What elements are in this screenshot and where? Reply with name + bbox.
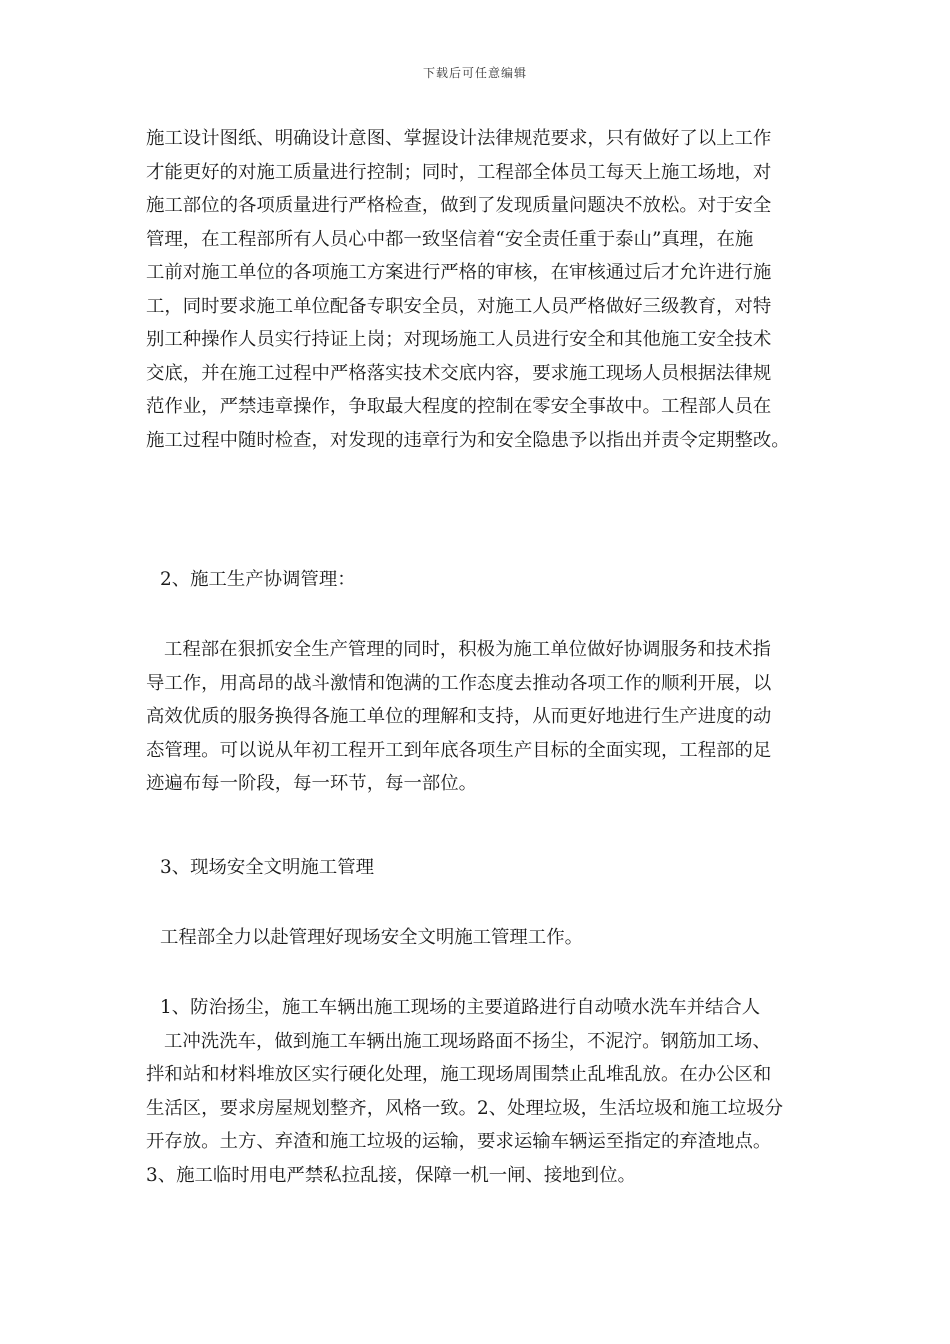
text-line: 导工作，用高昂的战斗激情和饱满的工作态度去推动各项工作的顺利开展，以: [146, 672, 772, 694]
paragraph-quality-safety: [146, 122, 826, 457]
text-line: 3、施工临时用电严禁私拉乱接，保障一机一闸、接地到位。: [146, 1164, 636, 1186]
text-line: 范作业，严禁违章操作，争取最大程度的控制在零安全事故中。工程部人员在: [146, 396, 772, 417]
text-line: 工，同时要求施工单位配备专职安全员，对施工人员严格做好三级教育，对特: [146, 295, 772, 317]
text-line: 工程部在狠抓安全生产管理的同时，积极为施工单位做好协调服务和技术指: [164, 639, 771, 660]
text-line: 1、防治扬尘，施工车辆出施工现场的主要道路进行自动喷水洗车并结合人: [160, 997, 761, 1018]
paragraph-civilized-intro: [160, 921, 840, 955]
text-line: 施工过程中随时检查，对发现的违章行为和安全隐患予以指出并责令定期整改。: [146, 429, 790, 451]
paragraph-measures: [146, 991, 826, 1192]
text-line: 工前对施工单位的各项施工方案进行严格的审核，在审核通过后才允许进行施: [146, 262, 772, 283]
text-line: 迹遍布每一阶段，每一环节，每一部位。: [146, 773, 478, 794]
text-line: 态管理。可以说从年初工程开工到年底各项生产目标的全面实现，工程部的足: [146, 739, 772, 761]
text-line: 工程部全力以赴管理好现场安全文明施工管理工作。: [160, 927, 583, 948]
section-heading-2: [160, 563, 840, 597]
text-line: 工冲洗洗车，做到施工车辆出施工现场路面不扬尘，不泥泞。钢筋加工场、: [164, 1030, 771, 1052]
heading-text: 3、现场安全文明施工管理: [160, 857, 374, 878]
heading-text: 2、施工生产协调管理：: [160, 569, 356, 590]
text-line: 交底，并在施工过程中严格落实技术交底内容，要求施工现场人员根据法律规: [146, 362, 772, 384]
text-line: 施工设计图纸、明确设计意图、掌握设计法律规范要求，只有做好了以上工作: [146, 128, 772, 149]
section-heading-3: [160, 851, 840, 885]
paragraph-coordination: [146, 633, 826, 801]
text-line: 施工部位的各项质量进行严格检查，做到了发现质量问题决不放松。对于安全: [146, 195, 772, 216]
text-line: 生活区，要求房屋规划整齐，风格一致。2、处理垃圾，生活垃圾和施工垃圾分: [146, 1097, 783, 1119]
text-line: 开存放。土方、弃渣和施工垃圾的运输，要求运输车辆运至指定的弃渣地点。: [146, 1131, 772, 1152]
text-line: 别工种操作人员实行持证上岗；对现场施工人员进行安全和其他施工安全技术: [146, 329, 772, 350]
text-line: 才能更好的对施工质量进行控制；同时，工程部全体员工每天上施工场地，对: [146, 161, 772, 183]
text-line: 拌和站和材料堆放区实行硬化处理，施工现场周围禁止乱堆乱放。在办公区和: [146, 1064, 772, 1085]
text-line: 管理，在工程部所有人员心中都一致坚信着“安全责任重于泰山”真理，在施: [146, 228, 754, 250]
text-line: 高效优质的服务换得各施工单位的理解和支持，从而更好地进行生产进度的动: [146, 706, 772, 727]
page-header: 下载后可任意编辑: [422, 66, 527, 80]
